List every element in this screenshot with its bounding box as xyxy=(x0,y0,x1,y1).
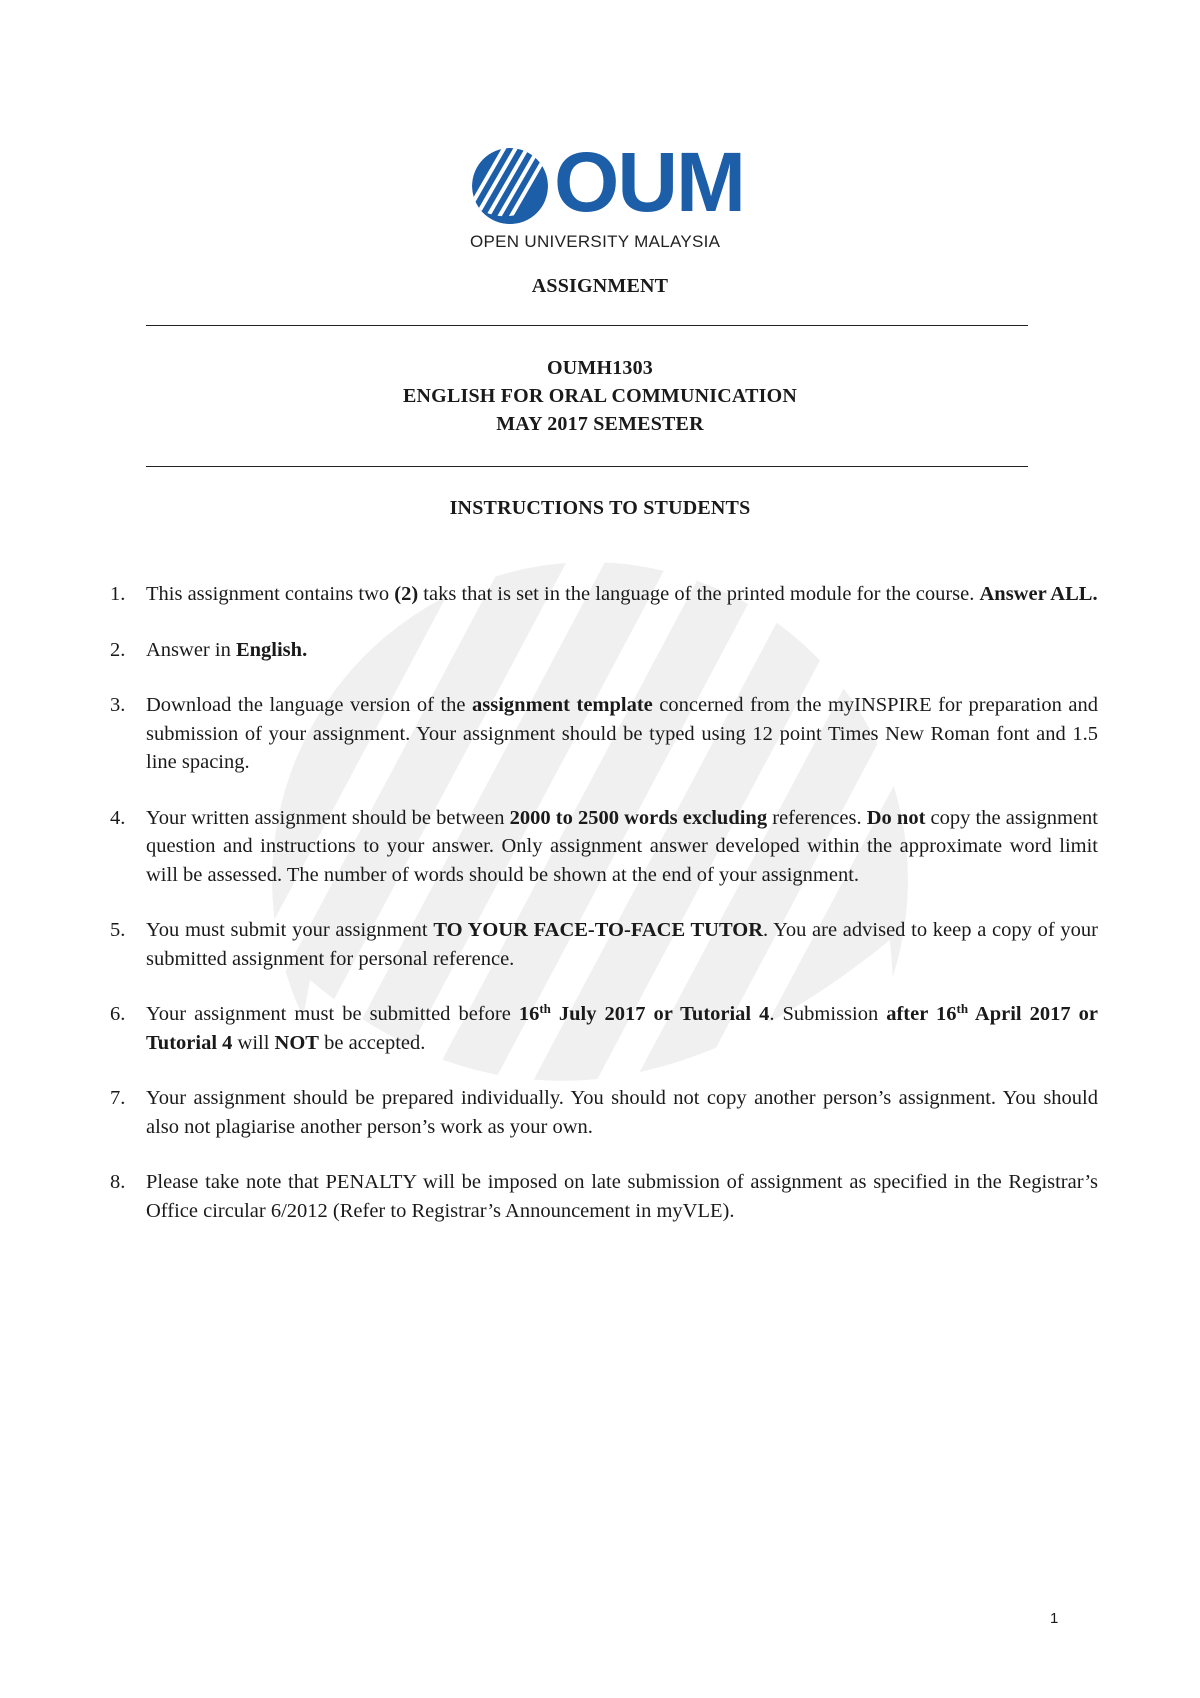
instruction-emphasis: July 2017 or Tutorial 4 xyxy=(550,1003,770,1025)
instruction-emphasis: 2000 to 2500 words excluding xyxy=(509,806,768,829)
instructions-heading: INSTRUCTIONS TO STUDENTS xyxy=(449,497,751,519)
instruction-item xyxy=(110,1168,1098,1225)
instruction-text-run: . You are advised to keep a copy of your submitted assignment for personal reference. xyxy=(146,919,1098,970)
instruction-number: 2. xyxy=(110,638,126,661)
oum-logo xyxy=(470,135,744,251)
instruction-emphasis: (2) xyxy=(394,583,419,605)
instruction-number: 6. xyxy=(110,1003,126,1025)
instruction-emphasis: TO YOUR FACE-TO-FACE TUTOR xyxy=(433,919,763,941)
instruction-text xyxy=(146,639,307,661)
university-name: OPEN UNIVERSITY MALAYSIA xyxy=(470,232,721,251)
instructions-list xyxy=(110,580,1098,1252)
instruction-number: 1. xyxy=(110,583,126,605)
instruction-emphasis: NOT xyxy=(274,1031,319,1054)
instruction-text xyxy=(146,919,1098,970)
oum-globe-icon xyxy=(470,146,550,226)
instruction-text xyxy=(146,583,1098,605)
instruction-text xyxy=(146,1003,1098,1054)
oum-wordmark: OUM xyxy=(554,135,744,229)
instruction-emphasis: 16 xyxy=(518,1003,540,1025)
instruction-emphasis: April 2017 or Tutorial 4 xyxy=(146,1003,1098,1054)
instruction-text xyxy=(146,1087,1098,1138)
semester-label: MAY 2017 SEMESTER xyxy=(496,413,704,435)
instruction-emphasis: th xyxy=(956,1001,969,1016)
instruction-number: 5. xyxy=(110,919,126,941)
instruction-text-run: copy the assignment question and instructions to your answer. Only assignment answer developed within the approximate word limit will be assessed. The number of words should be shown at the end of your assignment. xyxy=(146,806,1098,886)
instruction-item xyxy=(110,1084,1098,1141)
instruction-emphasis: Do not xyxy=(866,806,926,829)
instruction-emphasis: assignment template xyxy=(472,694,653,716)
instruction-text-run: You must submit your assignment xyxy=(146,919,434,941)
instruction-number: 7. xyxy=(110,1087,126,1109)
course-code: OUMH1303 xyxy=(546,357,654,379)
instruction-text-run: Your assignment must be submitted before xyxy=(146,1003,519,1025)
instruction-text xyxy=(146,807,1098,886)
instruction-text xyxy=(146,694,1098,773)
instruction-number: 4. xyxy=(110,806,126,829)
divider-bottom xyxy=(146,466,1028,467)
instruction-text-run: Please take note that PENALTY will be imposed on late submission of assignment as specified in the Registrar’s Office circular 6/2012 (Refer to Registrar’s Announcement in myVLE). xyxy=(146,1171,1098,1222)
document-type-heading: ASSIGNMENT xyxy=(531,275,669,297)
instruction-text-run: concerned from the myINSPIRE for preparation and submission of your assignment. Your assignment should be typed using 12 point Times New Roman font and 1.5 line spacing. xyxy=(146,694,1098,773)
instruction-text-run: This assignment contains two xyxy=(146,583,395,605)
instruction-text xyxy=(146,1171,1098,1222)
instruction-text-run: . Submission xyxy=(769,1003,887,1025)
instruction-text-run: Your assignment should be prepared individually. You should not copy another person’s assignment. You should also not plagiarise another person’s work as your own. xyxy=(146,1087,1098,1138)
divider-top xyxy=(146,325,1028,326)
instruction-item xyxy=(110,580,1098,609)
instruction-text-run: Answer in xyxy=(146,638,236,661)
instruction-text-run: will xyxy=(232,1031,275,1054)
instruction-text-run: Your written assignment should be between xyxy=(146,806,510,829)
instruction-text-run: taks that is set in the language of the printed module for the course. xyxy=(418,583,980,605)
instruction-item xyxy=(110,804,1098,890)
instruction-text-run: Download the language version of the xyxy=(146,694,473,716)
instruction-text-run: references. xyxy=(767,806,867,829)
instruction-text-run: be accepted. xyxy=(318,1031,426,1054)
course-name: ENGLISH FOR ORAL COMMUNICATION xyxy=(403,385,797,407)
instruction-number: 3. xyxy=(110,694,126,716)
instruction-emphasis: English. xyxy=(235,638,308,661)
instruction-number: 8. xyxy=(110,1171,126,1193)
instruction-emphasis: Answer ALL. xyxy=(979,583,1098,605)
instruction-emphasis: th xyxy=(539,1001,551,1016)
instruction-emphasis: after 16 xyxy=(886,1003,957,1025)
instruction-item xyxy=(110,1000,1098,1057)
page-number: 1 xyxy=(1050,1610,1059,1627)
instruction-item xyxy=(110,691,1098,777)
instruction-item xyxy=(110,636,1098,665)
instruction-item xyxy=(110,916,1098,973)
